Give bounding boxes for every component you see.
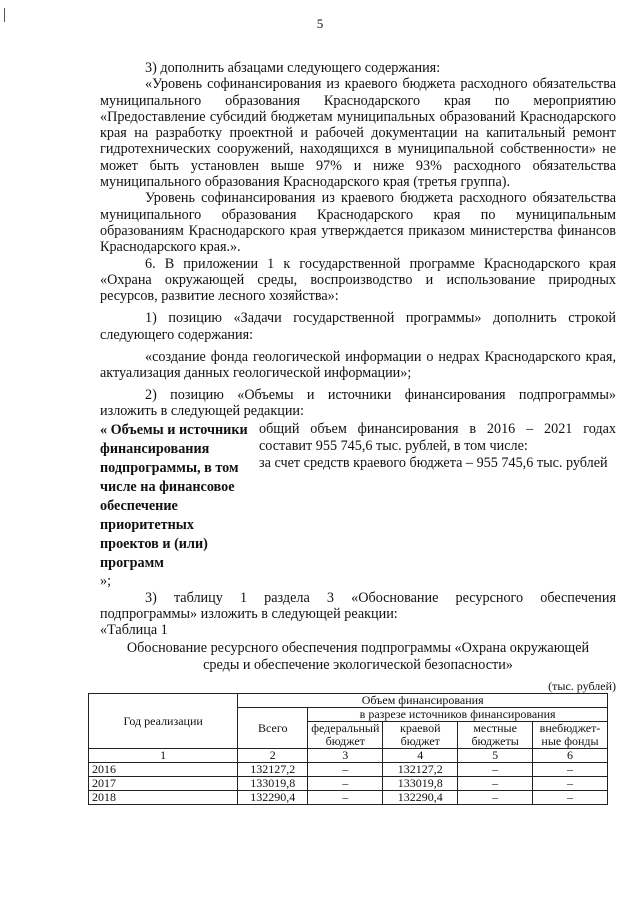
total-financing-text: общий объем финансирования в 2016 – 2021 годах составит 955 745,6 тыс. рублей, в том числе:: [259, 421, 616, 455]
header-year: Год реализации: [89, 694, 238, 749]
volume-sources-label: « Объемы и источники финансирования подпрограммы, в том числе на финансовое обеспечение приоритетных проектов и (или) программ: [100, 422, 248, 572]
header-regional: краевой бюджет: [383, 722, 458, 749]
header-volume: Объем финансирования: [238, 694, 608, 708]
financing-table: [88, 693, 608, 805]
paragraph-geological-fund: «создание фонда геологической информации о недрах Краснодарского края, актуализация данных геологической информации»;: [100, 349, 616, 382]
closing-quote: »;: [100, 573, 112, 590]
regional-budget-text: за счет средств краевого бюджета – 955 745,6 тыс. рублей: [259, 455, 608, 472]
paragraph-cofinancing-order: Уровень софинансирования из краевого бюджета расходного обязательства муниципального образования Краснодарского края по муниципальным образованиям Краснодарского края утверждается приказом министерства финансов Краснодарского края.».: [100, 190, 616, 256]
header-federal: федеральный бюджет: [308, 722, 383, 749]
header-by-sources: в разрезе источников финансирования: [308, 708, 608, 722]
header-extrabudget: внебюджет-ные фонды: [533, 722, 608, 749]
document-body: [92, 60, 616, 805]
col-number: 5: [458, 749, 533, 763]
table-row: 2017 133019,8 – 133019,8 – –: [89, 777, 608, 791]
col-number: 4: [383, 749, 458, 763]
volume-sources-block: [100, 421, 616, 573]
col-number: 6: [533, 749, 608, 763]
table-row: 2018 132290,4 – 132290,4 – –: [89, 791, 608, 805]
paragraph-appendix-1: 6. В приложении 1 к государственной программе Краснодарского края «Охрана окружающей среды, воспроизводство и использование природных ресурсов, развитие лесного хозяйства»:: [100, 255, 616, 305]
paragraph-volumes-position: 2) позицию «Объемы и источники финансирования подпрограммы» изложить в следующей редакции:: [100, 386, 616, 419]
table-reference: «Таблица 1: [100, 622, 168, 639]
paragraph-add-subparagraphs: 3) дополнить абзацами следующего содержания:: [145, 60, 441, 76]
page-number: 5: [316, 16, 324, 31]
header-local: местные бюджеты: [458, 722, 533, 749]
paragraph-cofinancing-level: «Уровень софинансирования из краевого бюджета расходного обязательства муниципального образования Краснодарского края по мероприятию «Предоставление субсидий бюджетам муниципальных образований Краснодарского края на разработку проектной и рабочей документации на капитальный ремонт гидротехнических сооружений, находящихся в муниципальной собственности» не может быть установлен выше 97% и ниже 93% расходного обязательства муниципального образования Краснодарского края (третья группа).: [100, 76, 616, 191]
paragraph-table-intro: 3) таблицу 1 раздела 3 «Обоснование ресурсного обеспечения подпрограммы» изложить в следующей реакции:: [100, 589, 616, 622]
col-number: 2: [238, 749, 308, 763]
table-row: 2016 132127,2 – 132127,2 – –: [89, 763, 608, 777]
col-number: 3: [308, 749, 383, 763]
col-number: 1: [89, 749, 238, 763]
table-title: Обоснование ресурсного обеспечения подпрограммы «Охрана окружающей среды и обеспечение экологической безопасности»: [126, 640, 590, 674]
paragraph-tasks-position: 1) позицию «Задачи государственной программы» дополнить строкой следующего содержания:: [100, 310, 616, 343]
header-total: Всего: [238, 708, 308, 749]
table-units: (тыс. рублей): [548, 679, 616, 694]
volume-sources-text: [255, 421, 616, 573]
